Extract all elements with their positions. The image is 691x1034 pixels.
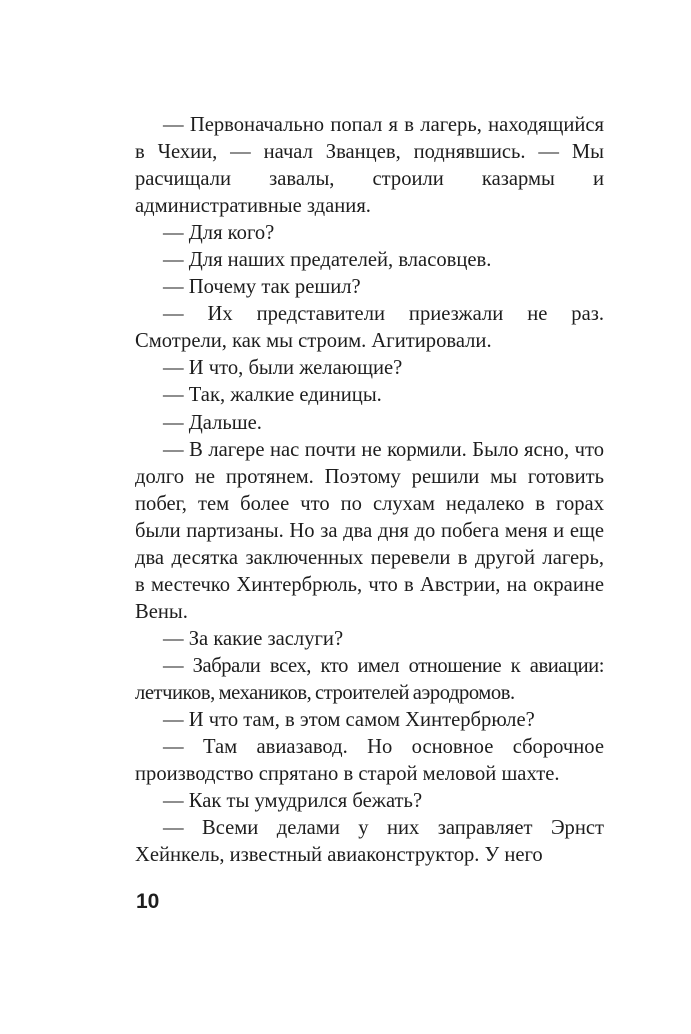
paragraph-14: — Как ты умудрился бежать? [163, 790, 423, 813]
paragraph-12: — И что там, в этом самом Хинтербрюле? [163, 709, 535, 732]
paragraph-4: — Почему так решил? [163, 276, 361, 299]
paragraph-1: — Первоначально попал я в лагерь, находящийся в Чехии, — начал Званцев, поднявшись. — Мы расчищали завалы, строили казармы и административные здания. [135, 114, 604, 218]
paragraph-13: — Там авиазавод. Но основное сборочное производство спрятано в старой меловой шахте. [135, 736, 604, 786]
paragraph-9: — В лагере нас почти не кормили. Было ясно, что долго не протянем. Поэтому решили мы готовить побег, тем более что по слухам недалеко в горах были партизаны. Но за два дня до побега меня и еще два десятка заключенных перевели в другой лагерь, в местечко Хинтербрюль, что в Австрии, на окраине Вены. [135, 438, 604, 623]
paragraph-3: — Для наших предателей, власовцев. [163, 249, 492, 272]
paragraph-8: — Дальше. [163, 411, 262, 434]
body-text [135, 112, 604, 869]
paragraph-7: — Так, жалкие единицы. [163, 384, 382, 407]
paragraph-15: — Всеми делами у них заправляет Эрнст Хейнкель, известный авиаконструктор. У него [135, 817, 604, 867]
paragraph-5: — Их представители приезжали не раз. Смотрели, как мы строим. Агитировали. [135, 303, 604, 353]
paragraph-10: — За какие заслуги? [163, 627, 344, 650]
paragraph-2: — Для кого? [163, 222, 275, 245]
paragraph-11: — Забрали всех, кто имел отношение к авиации: летчиков, механиков, строителей аэродромов. [135, 654, 604, 704]
paragraph-6: — И что, были желающие? [163, 357, 403, 380]
page-number: 10 [136, 890, 160, 913]
